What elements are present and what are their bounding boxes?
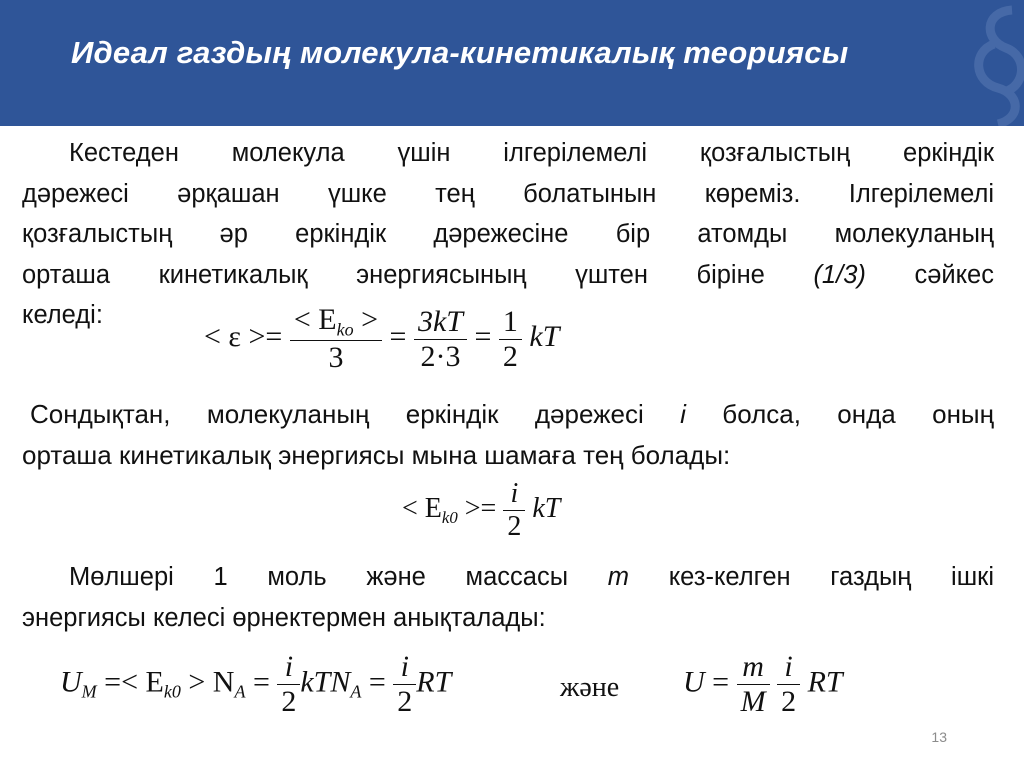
slide-title: Идеал газдың молекула-кинетикалық теориясы (71, 35, 849, 70)
text-line: Мөлшері 1 моль және массасы m кез-келген газдың ішкі (69, 563, 994, 591)
connector-word: және (560, 672, 620, 703)
fraction: $\frac{1}{2}$ (499, 305, 522, 374)
text-line: Кестеден молекула үшін ілгерілемелі қозғалыстың еркіндік (69, 139, 994, 167)
title-bar (0, 0, 1024, 126)
text-line-with-fraction (22, 255, 994, 296)
section-sign-watermark-icon (964, 0, 1024, 126)
fraction: $\frac{i}{2}$ (503, 478, 525, 543)
text-line: энергиясы келесі өрнектермен анықталады: (22, 603, 546, 632)
paragraph-internal-energy (22, 557, 994, 638)
slide-number: 13 (931, 729, 947, 745)
fraction: $\frac{3kT}{2\cdot 3}$ (414, 305, 467, 374)
text-segment: сәйкес (914, 260, 994, 289)
formula-mean-energy-per-dof (204, 303, 559, 375)
paragraph-mean-energy (22, 394, 994, 475)
text-segment: орташа кинетикалық энергиясының үштен біріне (22, 260, 765, 289)
text-line: келеді: (22, 301, 103, 329)
formula-lhs: < $E_{k0}$ >= (402, 492, 497, 527)
formula-tail: kT (529, 320, 560, 354)
text-line: қозғалыстың әр еркіндік дәрежесіне бір атомды молекуланың (22, 220, 994, 248)
formula-energy-i-dof (402, 478, 560, 543)
fraction: $\frac{i}{2}$ (277, 650, 300, 719)
equals-sign: = (474, 320, 492, 354)
formula-lhs: < ε >= (204, 320, 283, 354)
fraction-note: (1/3) (813, 260, 866, 289)
fraction: $\frac{< E_{ko} >}{3}$ (290, 303, 382, 375)
equals-sign: = (389, 320, 407, 354)
text-line: Сондықтан, молекуланың еркіндік дәрежесі i болса, онда оның (30, 399, 994, 429)
fraction: $\frac{i}{2}$ (777, 650, 800, 719)
text-line: дәрежесі әрқашан үшке тең болатынын көреміз. Ілгерілемелі (22, 179, 994, 208)
formula-internal-energy-mass: U = $\frac{m}{M}$ $\frac{i}{2}$ RT (683, 650, 843, 718)
formula-tail: kT (532, 492, 561, 524)
formula-molar-internal-energy: $U_M =< E_{k0} > N_A$ = $\frac{i}{2}$ kTN$_A$ = $\frac{i}{2}$ RT (60, 650, 452, 718)
fraction: $\frac{m}{M}$ (737, 650, 770, 719)
text-line: орташа кинетикалық энергиясы мына шамаға тең болады: (22, 439, 731, 470)
fraction: $\frac{i}{2}$ (393, 650, 416, 719)
